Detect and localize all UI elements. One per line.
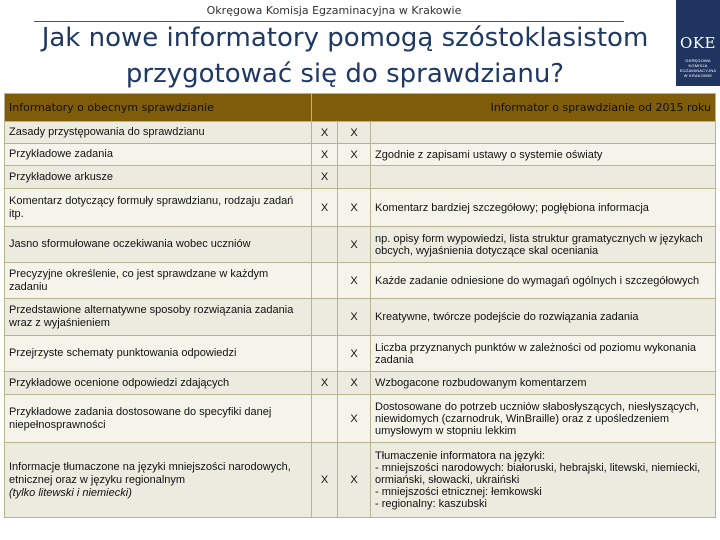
table-row (5, 166, 716, 189)
old-mark: X (312, 443, 338, 518)
new-mark: X (338, 122, 371, 144)
table-row (5, 144, 716, 166)
header-current-informators: Informatory o obecnym sprawdzianie (5, 94, 312, 122)
feature-text: Informacje tłumaczone na języki mniejszości narodowych, etnicznej oraz w języku regionalnym (9, 460, 291, 486)
old-mark: X (312, 372, 338, 395)
header-2015-informator: Informator o sprawdzianie od 2015 roku (312, 94, 716, 122)
feature-cell: Przykładowe zadania (5, 144, 312, 166)
feature-cell: Przykładowe arkusze (5, 166, 312, 189)
feature-note: (tylko litewski i niemiecki) (9, 486, 132, 499)
feature-cell: Przykładowe ocenione odpowiedzi zdających (5, 372, 312, 395)
comment-cell: Każde zadanie odniesione do wymagań ogólnych i szczegółowych (371, 263, 716, 299)
new-mark (338, 166, 371, 189)
new-mark: X (338, 443, 371, 518)
title-line-2: przygotować się do sprawdzianu? (125, 59, 565, 89)
old-mark: X (312, 166, 338, 189)
comment-cell: Wzbogacone rozbudowanym komentarzem (371, 372, 716, 395)
new-mark: X (338, 144, 371, 166)
comment-cell: Tłumaczenie informatora na języki: - mniejszości narodowych: białoruski, hebrajski, litewski, niemiecki, ormiański, słowacki, ukraiński - mniejszości etnicznej: łemkowski - regionalny: kaszubski (371, 443, 716, 518)
comparison-table (4, 93, 716, 518)
new-mark: X (338, 227, 371, 263)
table-row (5, 336, 716, 372)
table-row (5, 263, 716, 299)
table-row (5, 299, 716, 336)
new-mark: X (338, 336, 371, 372)
new-mark: X (338, 189, 371, 227)
comment-cell (371, 166, 716, 189)
table-row (5, 395, 716, 443)
old-mark (312, 263, 338, 299)
title-line-1: Jak nowe informatory pomogą szóstoklasistom (41, 23, 649, 53)
feature-cell: Przedstawione alternatywne sposoby rozwiązania zadania wraz z wyjaśnieniem (5, 299, 312, 336)
comment-cell: Kreatywne, twórcze podejście do rozwiązania zadania (371, 299, 716, 336)
table-row (5, 227, 716, 263)
table-row (5, 372, 716, 395)
feature-cell: Komentarz dotyczący formuły sprawdzianu, rodzaju zadań itp. (5, 189, 312, 227)
feature-cell: Precyzyjne określenie, co jest sprawdzane w każdym zadaniu (5, 263, 312, 299)
table-row (5, 443, 716, 518)
table-row (5, 122, 716, 144)
comment-cell: np. opisy form wypowiedzi, lista struktur gramatycznych w językach obcych, wyjaśnienia dotyczące skal oceniania (371, 227, 716, 263)
institution-name: Okręgowa Komisja Egzaminacyjna w Krakowie (206, 4, 462, 17)
feature-cell: Zasady przystępowania do sprawdzianu (5, 122, 312, 144)
old-mark: X (312, 189, 338, 227)
logo-subtext: OKRĘGOWA KOMISJA EGZAMINACYJNA W KRAKOWIE (679, 58, 717, 78)
comment-cell: Dostosowane do potrzeb uczniów słabosłyszących, niesłyszących, niewidomych (czarnodruk, WinBraille) oraz z upośledzeniem umysłowym w stopniu lekkim (371, 395, 716, 443)
logo-mark: OKE (680, 34, 716, 52)
page-title (0, 20, 690, 92)
oke-logo (676, 0, 720, 86)
new-mark: X (338, 395, 371, 443)
old-mark (312, 336, 338, 372)
feature-cell (5, 443, 312, 518)
comment-cell: Komentarz bardziej szczegółowy; pogłębiona informacja (371, 189, 716, 227)
table-header-row (5, 94, 716, 122)
table-row (5, 189, 716, 227)
old-mark (312, 299, 338, 336)
new-mark: X (338, 372, 371, 395)
feature-cell: Przejrzyste schematy punktowania odpowiedzi (5, 336, 312, 372)
comment-cell: Liczba przyznanych punktów w zależności od poziomu wykonania zadania (371, 336, 716, 372)
comment-cell (371, 122, 716, 144)
old-mark: X (312, 144, 338, 166)
old-mark: X (312, 122, 338, 144)
comment-cell: Zgodnie z zapisami ustawy o systemie oświaty (371, 144, 716, 166)
feature-cell: Przykładowe zadania dostosowane do specyfiki danej niepełnosprawności (5, 395, 312, 443)
feature-cell: Jasno sformułowane oczekiwania wobec uczniów (5, 227, 312, 263)
new-mark: X (338, 299, 371, 336)
new-mark: X (338, 263, 371, 299)
old-mark (312, 227, 338, 263)
old-mark (312, 395, 338, 443)
